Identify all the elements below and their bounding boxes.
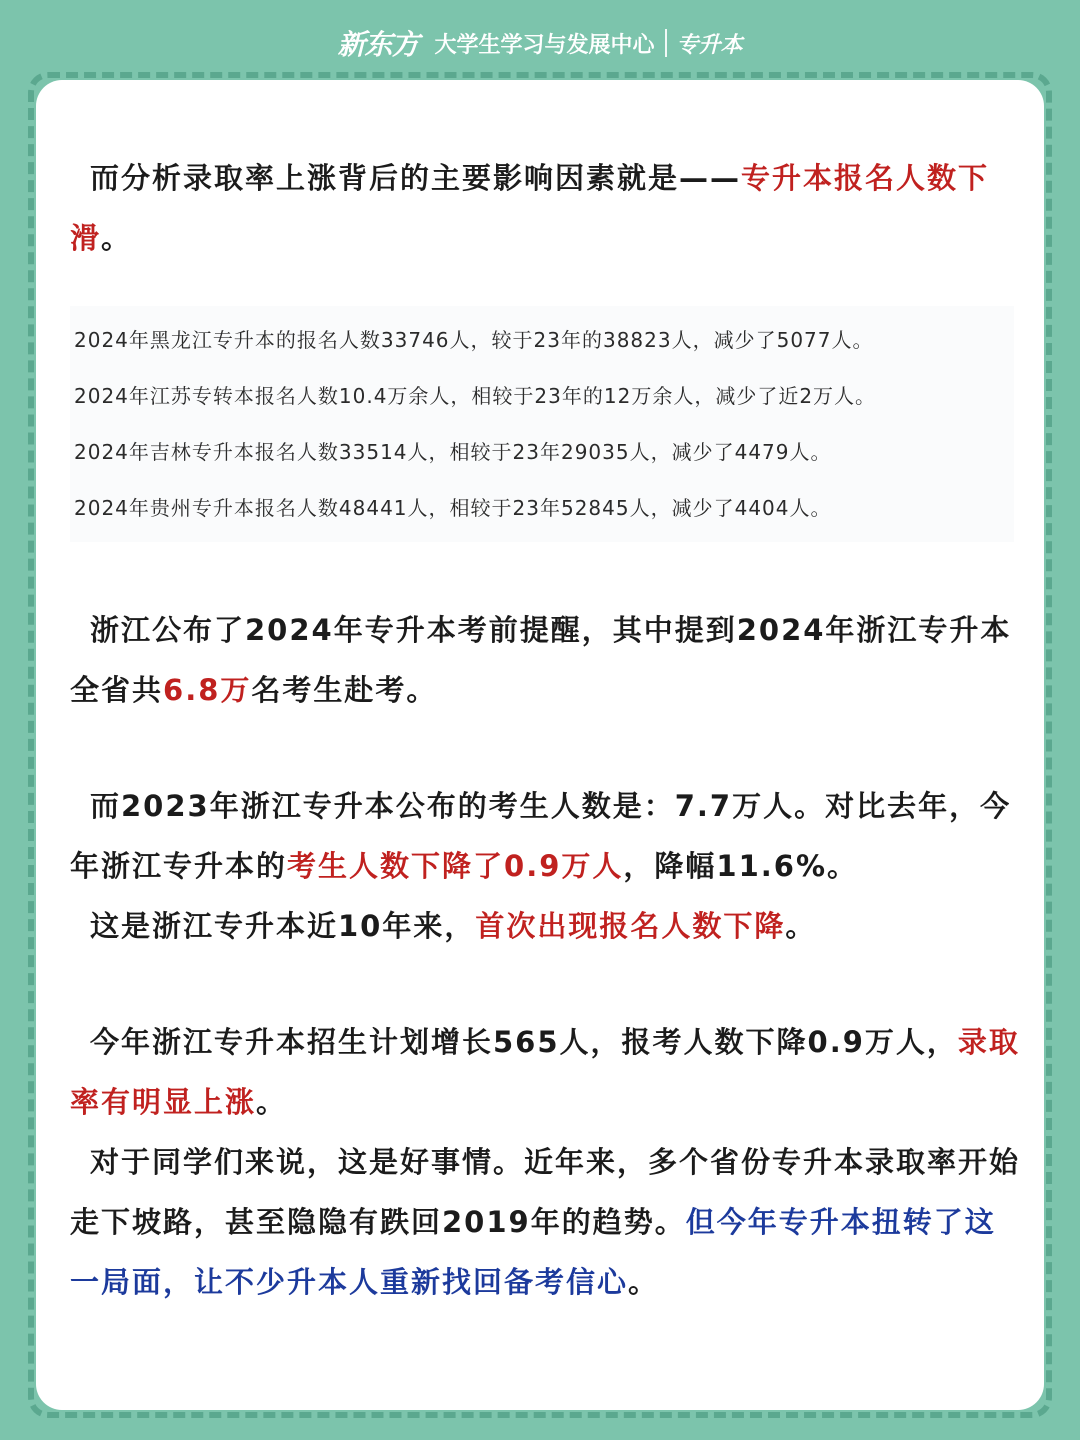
first-decline-end: 。 [785, 909, 817, 943]
zhejiang-2023-text: 而2023年浙江专升本公布的考生人数是：7.7万人。对比去年，今年浙江专升本的 [70, 789, 1012, 883]
first-decline-highlight: 首次出现报名人数下降 [475, 909, 786, 943]
brand-logo: 新东方 [337, 28, 419, 61]
paragraph-zhejiang-2024 [70, 600, 1020, 720]
good-news-highlight: 但今年专升本扭转了这一局面，让不少升本人重新找回备考信心 [70, 1205, 996, 1299]
content-card [36, 80, 1044, 1410]
paragraph-good-news [70, 1132, 1020, 1312]
main-factor-text: 而分析录取率上涨背后的主要影响因素就是—— [90, 161, 742, 195]
admission-rate-end: 。 [256, 1085, 288, 1119]
list-item: 2024年江苏专转本报名人数10.4万余人，相较于23年的12万余人，减少了近2万人。 [74, 384, 877, 408]
spacer [70, 956, 1020, 1012]
zhejiang-2023-end: ，降幅11.6%。 [623, 849, 858, 883]
admission-rate-text: 今年浙江专升本招生计划增长565人，报考人数下降0.9万人， [90, 1025, 958, 1059]
zhejiang-2024-text: 浙江公布了2024年专升本考前提醒，其中提到2024年浙江专升本全省共 [70, 613, 1012, 707]
zhejiang-2023-highlight: 考生人数下降了0.9万人 [287, 849, 624, 883]
header-divider [665, 29, 667, 57]
list-item: 2024年黑龙江专升本的报名人数33746人，较于23年的38823人，减少了5077人。 [74, 328, 874, 352]
main-factor-highlight: 专升本报名人数下滑 [70, 161, 990, 255]
list-item: 2024年吉林专升本报名人数33514人，相较于23年29035人，减少了4479人。 [74, 440, 832, 464]
zhejiang-2024-end: 名考生赴考。 [251, 673, 438, 707]
list-item: 2024年贵州专升本报名人数48441人，相较于23年52845人，减少了4404人。 [74, 496, 832, 520]
header-tag: 专升本 [676, 32, 743, 58]
article-body [70, 148, 1020, 1312]
paragraph-first-decline [70, 896, 1020, 956]
paragraph-admission-rate [70, 1012, 1020, 1132]
good-news-text: 对于同学们来说，这是好事情。近年来，多个省份专升本录取率开始走下坡路，甚至隐隐有跌回2019年的趋势。 [70, 1145, 1021, 1239]
good-news-end: 。 [628, 1265, 660, 1299]
spacer [70, 542, 1020, 600]
province-stats-list [70, 306, 1014, 542]
admission-rate-highlight: 录取率有明显上涨 [70, 1025, 1020, 1119]
first-decline-text: 这是浙江专升本近10年来， [90, 909, 476, 943]
main-factor-end: 。 [101, 221, 133, 255]
paragraph-main-factor [70, 148, 1020, 268]
header-subtitle: 大学生学习与发展中心 [434, 32, 655, 58]
spacer [70, 720, 1020, 776]
paragraph-zhejiang-2023 [70, 776, 1020, 896]
zhejiang-2024-highlight: 6.8万 [163, 673, 252, 707]
